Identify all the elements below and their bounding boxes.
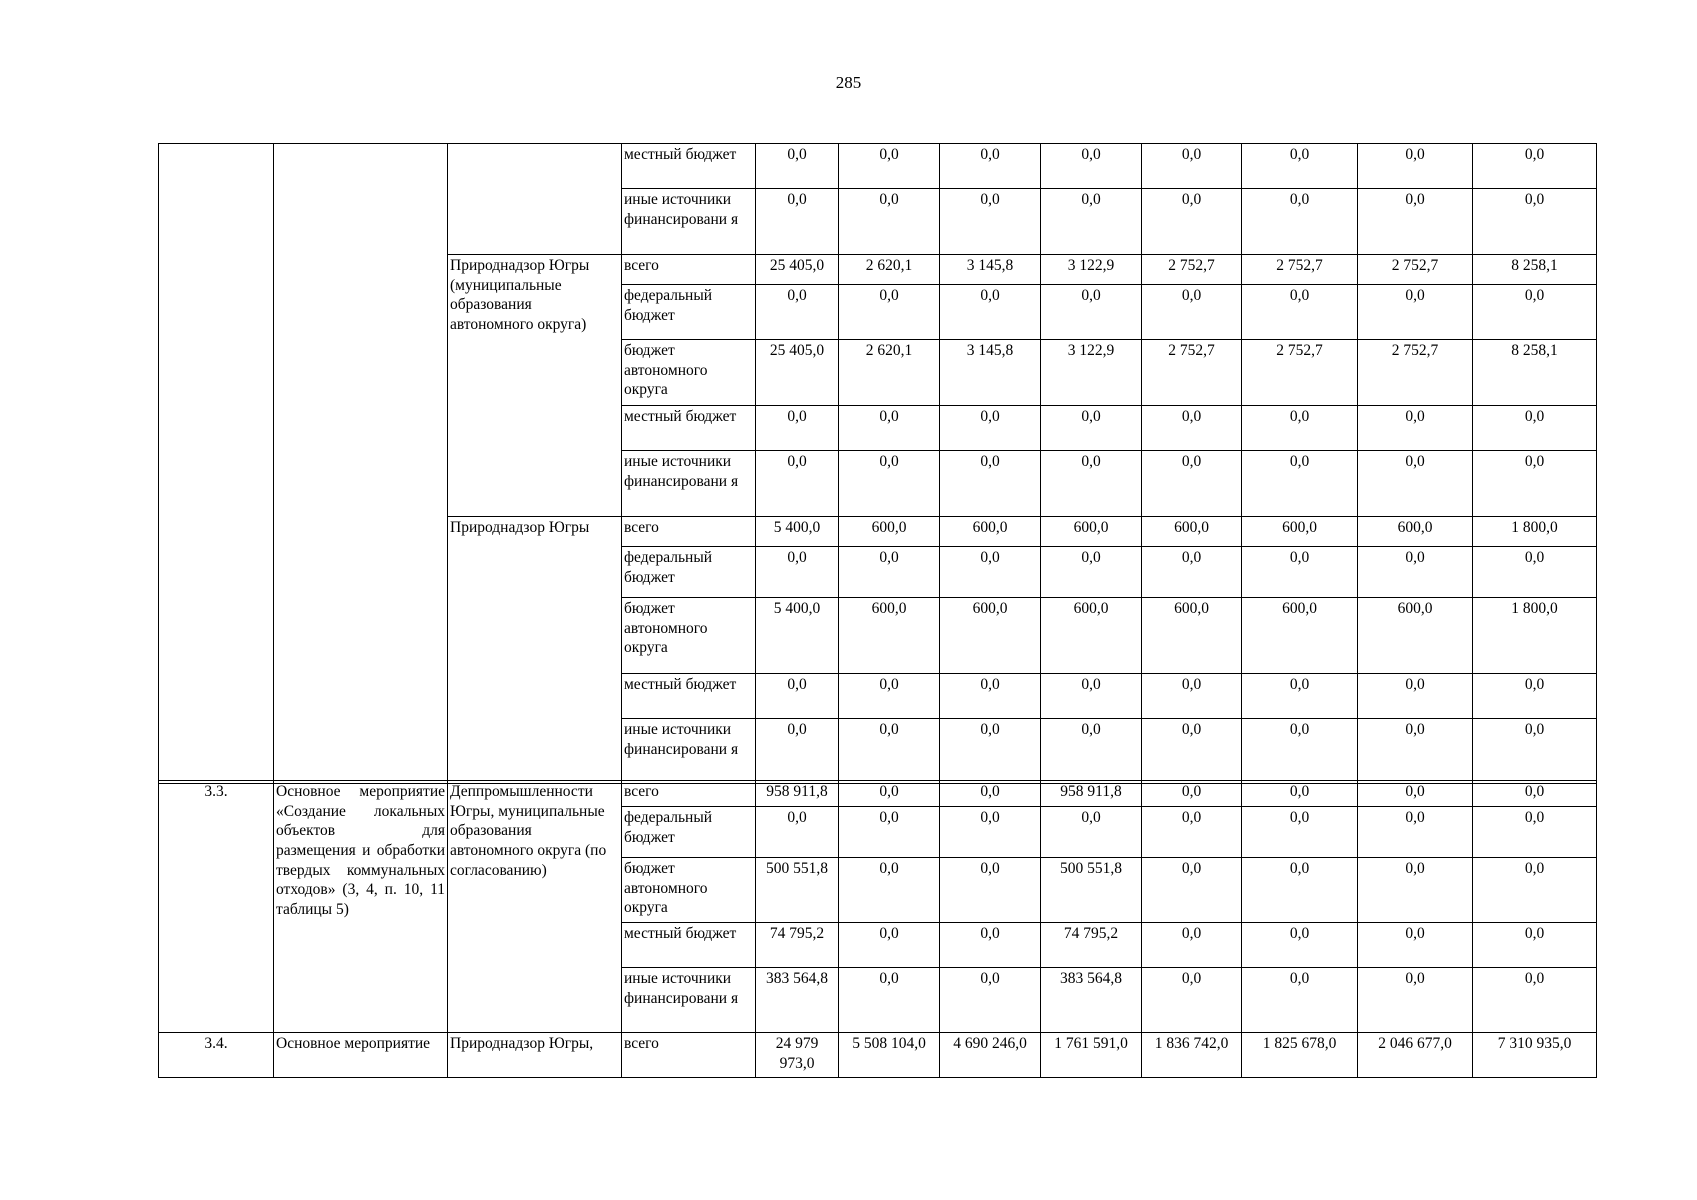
- cell-value: 5 508 104,0: [839, 1033, 940, 1078]
- cell-value: 0,0: [1242, 781, 1358, 807]
- cell-value: 0,0: [839, 968, 940, 1033]
- cell-value: 3 145,8: [940, 255, 1041, 285]
- table-body: [159, 144, 1597, 784]
- cell-value: 0,0: [1358, 406, 1473, 451]
- cell-value: 600,0: [1358, 598, 1473, 674]
- cell-value: 0,0: [1242, 547, 1358, 598]
- cell-name-empty: [274, 144, 448, 784]
- cell-value: 0,0: [1242, 189, 1358, 255]
- cell-value: 3 145,8: [940, 340, 1041, 406]
- cell-source: иные источники финансировани я: [622, 451, 756, 517]
- cell-value: 25 405,0: [756, 340, 839, 406]
- cell-value: 0,0: [839, 674, 940, 719]
- budget-table: [158, 143, 1597, 784]
- cell-value: 0,0: [940, 547, 1041, 598]
- cell-responsible: Деппромышленности Югры, муниципальные образования автономного округа (по согласованию): [448, 781, 622, 1033]
- cell-source: всего: [622, 517, 756, 547]
- cell-value: 600,0: [1358, 517, 1473, 547]
- cell-value: 1 761 591,0: [1041, 1033, 1142, 1078]
- cell-source: бюджет автономного округа: [622, 858, 756, 923]
- cell-value: 0,0: [1041, 144, 1142, 189]
- cell-value: 0,0: [1473, 719, 1597, 784]
- cell-value: 0,0: [1358, 858, 1473, 923]
- cell-value: 2 752,7: [1358, 340, 1473, 406]
- cell-value: 0,0: [1358, 781, 1473, 807]
- cell-value: 1 800,0: [1473, 598, 1597, 674]
- cell-value: 383 564,8: [756, 968, 839, 1033]
- cell-responsible: Природнадзор Югры: [448, 517, 622, 784]
- cell-value: 0,0: [1358, 451, 1473, 517]
- cell-value: 958 911,8: [1041, 781, 1142, 807]
- cell-value: 0,0: [940, 858, 1041, 923]
- cell-source: всего: [622, 781, 756, 807]
- cell-value: 0,0: [1041, 674, 1142, 719]
- cell-value: 0,0: [1041, 451, 1142, 517]
- cell-value: 0,0: [1242, 451, 1358, 517]
- cell-value: 2 620,1: [839, 255, 940, 285]
- cell-value: 0,0: [940, 406, 1041, 451]
- cell-responsible: Природнадзор Югры,: [448, 1033, 622, 1078]
- cell-value: 0,0: [1242, 858, 1358, 923]
- cell-source: бюджет автономного округа: [622, 340, 756, 406]
- cell-value: 74 795,2: [1041, 923, 1142, 968]
- cell-value: 0,0: [1142, 144, 1242, 189]
- cell-value: 0,0: [1358, 189, 1473, 255]
- cell-value: 0,0: [1473, 189, 1597, 255]
- cell-value: 0,0: [1142, 674, 1242, 719]
- cell-value: 1 825 678,0: [1242, 1033, 1358, 1078]
- cell-value: 0,0: [756, 547, 839, 598]
- cell-value: 4 690 246,0: [940, 1033, 1041, 1078]
- cell-value: 0,0: [940, 285, 1041, 340]
- cell-value: 0,0: [1358, 674, 1473, 719]
- cell-value: 600,0: [1242, 517, 1358, 547]
- cell-value: 0,0: [1358, 719, 1473, 784]
- cell-value: 0,0: [1041, 547, 1142, 598]
- cell-source: всего: [622, 255, 756, 285]
- cell-value: 0,0: [1242, 144, 1358, 189]
- table-body-items: [159, 781, 1597, 1078]
- cell-value: 383 564,8: [1041, 968, 1142, 1033]
- cell-value: 0,0: [756, 189, 839, 255]
- cell-value: 0,0: [1142, 781, 1242, 807]
- cell-value: 0,0: [1142, 451, 1242, 517]
- cell-source: бюджет автономного округа: [622, 598, 756, 674]
- cell-value: 0,0: [1473, 451, 1597, 517]
- cell-responsible: Природнадзор Югры (муниципальные образования автономного округа): [448, 255, 622, 517]
- cell-value: 0,0: [1242, 923, 1358, 968]
- cell-source: всего: [622, 1033, 756, 1078]
- cell-value: 0,0: [1473, 968, 1597, 1033]
- cell-value: 0,0: [1242, 807, 1358, 858]
- cell-value: 0,0: [940, 781, 1041, 807]
- cell-value: 0,0: [1358, 807, 1473, 858]
- cell-value: 0,0: [1358, 285, 1473, 340]
- cell-source: иные источники финансировани я: [622, 719, 756, 784]
- cell-value: 0,0: [1358, 923, 1473, 968]
- cell-value: 0,0: [1041, 406, 1142, 451]
- cell-source: местный бюджет: [622, 923, 756, 968]
- item-number: 3.3.: [159, 781, 274, 1033]
- cell-value: 600,0: [1142, 517, 1242, 547]
- cell-value: 0,0: [940, 719, 1041, 784]
- cell-value: 0,0: [1242, 968, 1358, 1033]
- cell-value: 0,0: [839, 858, 940, 923]
- cell-value: 0,0: [1041, 189, 1142, 255]
- cell-value: 0,0: [1142, 807, 1242, 858]
- cell-value: 0,0: [940, 674, 1041, 719]
- cell-value: 0,0: [839, 189, 940, 255]
- cell-value: 600,0: [1242, 598, 1358, 674]
- cell-value: 0,0: [940, 923, 1041, 968]
- cell-value: 5 400,0: [756, 517, 839, 547]
- cell-value: 600,0: [839, 598, 940, 674]
- cell-value: 5 400,0: [756, 598, 839, 674]
- cell-value: 0,0: [940, 189, 1041, 255]
- cell-value: 0,0: [756, 719, 839, 784]
- cell-value: 0,0: [1473, 807, 1597, 858]
- cell-value: 2 752,7: [1358, 255, 1473, 285]
- item-name: Основное мероприятие «Создание локальных объектов для размещения и обработки твердых коммунальных отходов» (3, 4, п. 10, 11 таблицы 5): [274, 781, 448, 1033]
- cell-source: федеральный бюджет: [622, 807, 756, 858]
- cell-value: 2 752,7: [1142, 340, 1242, 406]
- cell-source: местный бюджет: [622, 406, 756, 451]
- cell-value: 0,0: [1358, 968, 1473, 1033]
- cell-value: 0,0: [1242, 719, 1358, 784]
- cell-value: 0,0: [839, 285, 940, 340]
- cell-value: 0,0: [1142, 719, 1242, 784]
- cell-value: 0,0: [1142, 968, 1242, 1033]
- cell-value: 0,0: [1358, 144, 1473, 189]
- cell-value: 0,0: [839, 923, 940, 968]
- cell-value: 600,0: [839, 517, 940, 547]
- cell-value: 0,0: [839, 406, 940, 451]
- cell-source: иные источники финансировани я: [622, 968, 756, 1033]
- cell-value: 0,0: [1473, 406, 1597, 451]
- cell-value: 0,0: [940, 451, 1041, 517]
- cell-source: местный бюджет: [622, 674, 756, 719]
- cell-value: 600,0: [940, 517, 1041, 547]
- cell-value: 25 405,0: [756, 255, 839, 285]
- cell-value: 0,0: [1142, 189, 1242, 255]
- cell-source: федеральный бюджет: [622, 547, 756, 598]
- cell-value: 74 795,2: [756, 923, 839, 968]
- cell-value: 2 620,1: [839, 340, 940, 406]
- cell-value: 2 752,7: [1242, 255, 1358, 285]
- cell-source: федеральный бюджет: [622, 285, 756, 340]
- cell-value: 0,0: [1041, 285, 1142, 340]
- cell-value: 0,0: [940, 144, 1041, 189]
- cell-value: 0,0: [1473, 923, 1597, 968]
- cell-value: 0,0: [1473, 285, 1597, 340]
- cell-value: 0,0: [756, 674, 839, 719]
- cell-value: 0,0: [1242, 285, 1358, 340]
- cell-value: 0,0: [756, 144, 839, 189]
- item-name: Основное мероприятие: [274, 1033, 448, 1078]
- page-number: 285: [835, 73, 862, 92]
- cell-value: 1 800,0: [1473, 517, 1597, 547]
- cell-value: 3 122,9: [1041, 340, 1142, 406]
- cell-value: 0,0: [1041, 719, 1142, 784]
- cell-value: 8 258,1: [1473, 255, 1597, 285]
- cell-value: 0,0: [1142, 406, 1242, 451]
- cell-value: 0,0: [839, 719, 940, 784]
- cell-value: 600,0: [1142, 598, 1242, 674]
- cell-value: 0,0: [940, 968, 1041, 1033]
- table-row: [159, 781, 1597, 807]
- cell-number-empty: [159, 144, 274, 784]
- cell-value: 0,0: [1142, 547, 1242, 598]
- cell-value: 1 836 742,0: [1142, 1033, 1242, 1078]
- budget-table-continued: [158, 780, 1597, 1078]
- cell-value: 0,0: [756, 807, 839, 858]
- cell-value: 2 752,7: [1142, 255, 1242, 285]
- table-row: [159, 144, 1597, 189]
- cell-value: 0,0: [940, 807, 1041, 858]
- cell-responsible: [448, 144, 622, 255]
- cell-value: 600,0: [1041, 598, 1142, 674]
- cell-value: 0,0: [1242, 674, 1358, 719]
- cell-value: 600,0: [940, 598, 1041, 674]
- cell-value: 0,0: [839, 807, 940, 858]
- cell-value: 0,0: [1473, 674, 1597, 719]
- cell-value: 0,0: [839, 547, 940, 598]
- cell-value: 0,0: [756, 451, 839, 517]
- cell-source: иные источники финансировани я: [622, 189, 756, 255]
- cell-value: 24 979 973,0: [756, 1033, 839, 1078]
- cell-value: 0,0: [839, 781, 940, 807]
- cell-value: 0,0: [1242, 406, 1358, 451]
- cell-value: 0,0: [1473, 781, 1597, 807]
- cell-value: 8 258,1: [1473, 340, 1597, 406]
- table-row: [159, 1033, 1597, 1078]
- cell-value: 0,0: [839, 144, 940, 189]
- cell-value: 0,0: [1142, 858, 1242, 923]
- cell-value: 0,0: [1142, 285, 1242, 340]
- cell-value: 0,0: [1473, 547, 1597, 598]
- cell-value: 500 551,8: [1041, 858, 1142, 923]
- cell-value: 958 911,8: [756, 781, 839, 807]
- cell-value: 0,0: [839, 451, 940, 517]
- cell-value: 3 122,9: [1041, 255, 1142, 285]
- cell-value: 7 310 935,0: [1473, 1033, 1597, 1078]
- cell-value: 0,0: [1041, 807, 1142, 858]
- cell-value: 600,0: [1041, 517, 1142, 547]
- cell-value: 0,0: [1142, 923, 1242, 968]
- cell-value: 0,0: [1473, 858, 1597, 923]
- cell-value: 0,0: [756, 406, 839, 451]
- item-number: 3.4.: [159, 1033, 274, 1078]
- cell-source: местный бюджет: [622, 144, 756, 189]
- cell-value: 0,0: [1358, 547, 1473, 598]
- cell-value: 500 551,8: [756, 858, 839, 923]
- cell-value: 2 752,7: [1242, 340, 1358, 406]
- cell-value: 0,0: [1473, 144, 1597, 189]
- cell-value: 2 046 677,0: [1358, 1033, 1473, 1078]
- cell-value: 0,0: [756, 285, 839, 340]
